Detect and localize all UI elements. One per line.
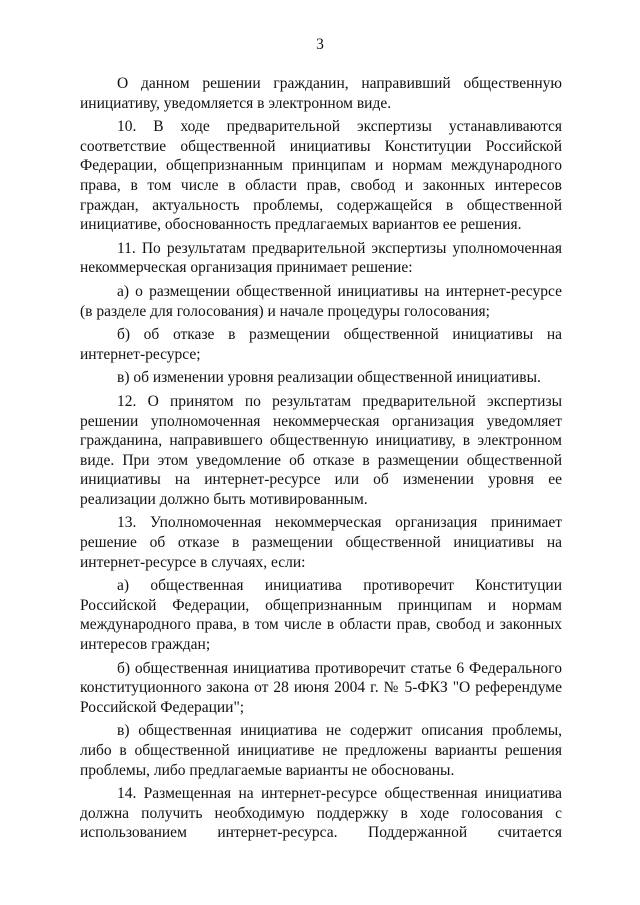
paragraph-item-13-c: в) общественная инициатива не содержит описания проблемы, либо в общественной инициативе не предложены варианты решения проблемы, либо предлагаемые варианты не обоснованы. <box>80 722 562 779</box>
paragraph-item-13-b: б) общественная инициатива противоречит статье 6 Федерального конституционного закона от 28 июня 2004 г. № 5-ФКЗ "О референдуме Российской Федерации"; <box>80 659 562 716</box>
paragraph-item-11: 11. По результатам предварительной экспертизы уполномоченная некоммерческая организация принимает решение: <box>80 239 562 277</box>
paragraph-item-14: 14. Размещенная на интернет-ресурсе общественная инициатива должна получить необходимую поддержку в ходе голосования с использованием интернет-ресурса. Поддержанной считается <box>80 785 562 842</box>
paragraph-notification: О данном решении гражданин, направивший общественную инициативу, уведомляется в электронном виде. <box>80 75 562 112</box>
paragraph-item-11-c: в) об изменении уровня реализации общественной инициативы. <box>117 369 541 387</box>
document-body <box>80 74 562 847</box>
page-number: 3 <box>316 36 324 53</box>
paragraph-item-10: 10. В ходе предварительной экспертизы устанавливаются соответствие общественной инициативы Конституции Российской Федерации, общепризнанным принципам и нормам международного права, в том числе в области прав, свобод и законных интересов граждан, актуальность проблемы, содержащейся в общественной инициативе, обоснованность предлагаемых вариантов ее решения. <box>80 118 562 234</box>
paragraph-item-11-a: а) о размещении общественной инициативы на интернет-ресурсе (в разделе для голосования) и начале процедуры голосования; <box>80 282 562 320</box>
paragraph-item-12: 12. О принятом по результатам предварительной экспертизы решении уполномоченная некоммерческая организация уведомляет гражданина, направившего общественную инициативу, в электронном виде. При этом уведомление об отказе в размещении общественной инициативы на интернет-ресурсе или об изменении уровня ее реализации должно быть мотивированным. <box>80 392 562 508</box>
paragraph-item-11-b: б) об отказе в размещении общественной инициативы на интернет-ресурсе; <box>80 326 562 363</box>
paragraph-item-13-a: а) общественная инициатива противоречит Конституции Российской Федерации, общепризнанным принципам и нормам международного права, в том числе в области прав, свобод и законных интересов граждан; <box>80 577 562 654</box>
paragraph-item-13: 13. Уполномоченная некоммерческая организация принимает решение об отказе в размещении общественной инициативы на интернет-ресурсе в случаях, если: <box>80 514 562 571</box>
